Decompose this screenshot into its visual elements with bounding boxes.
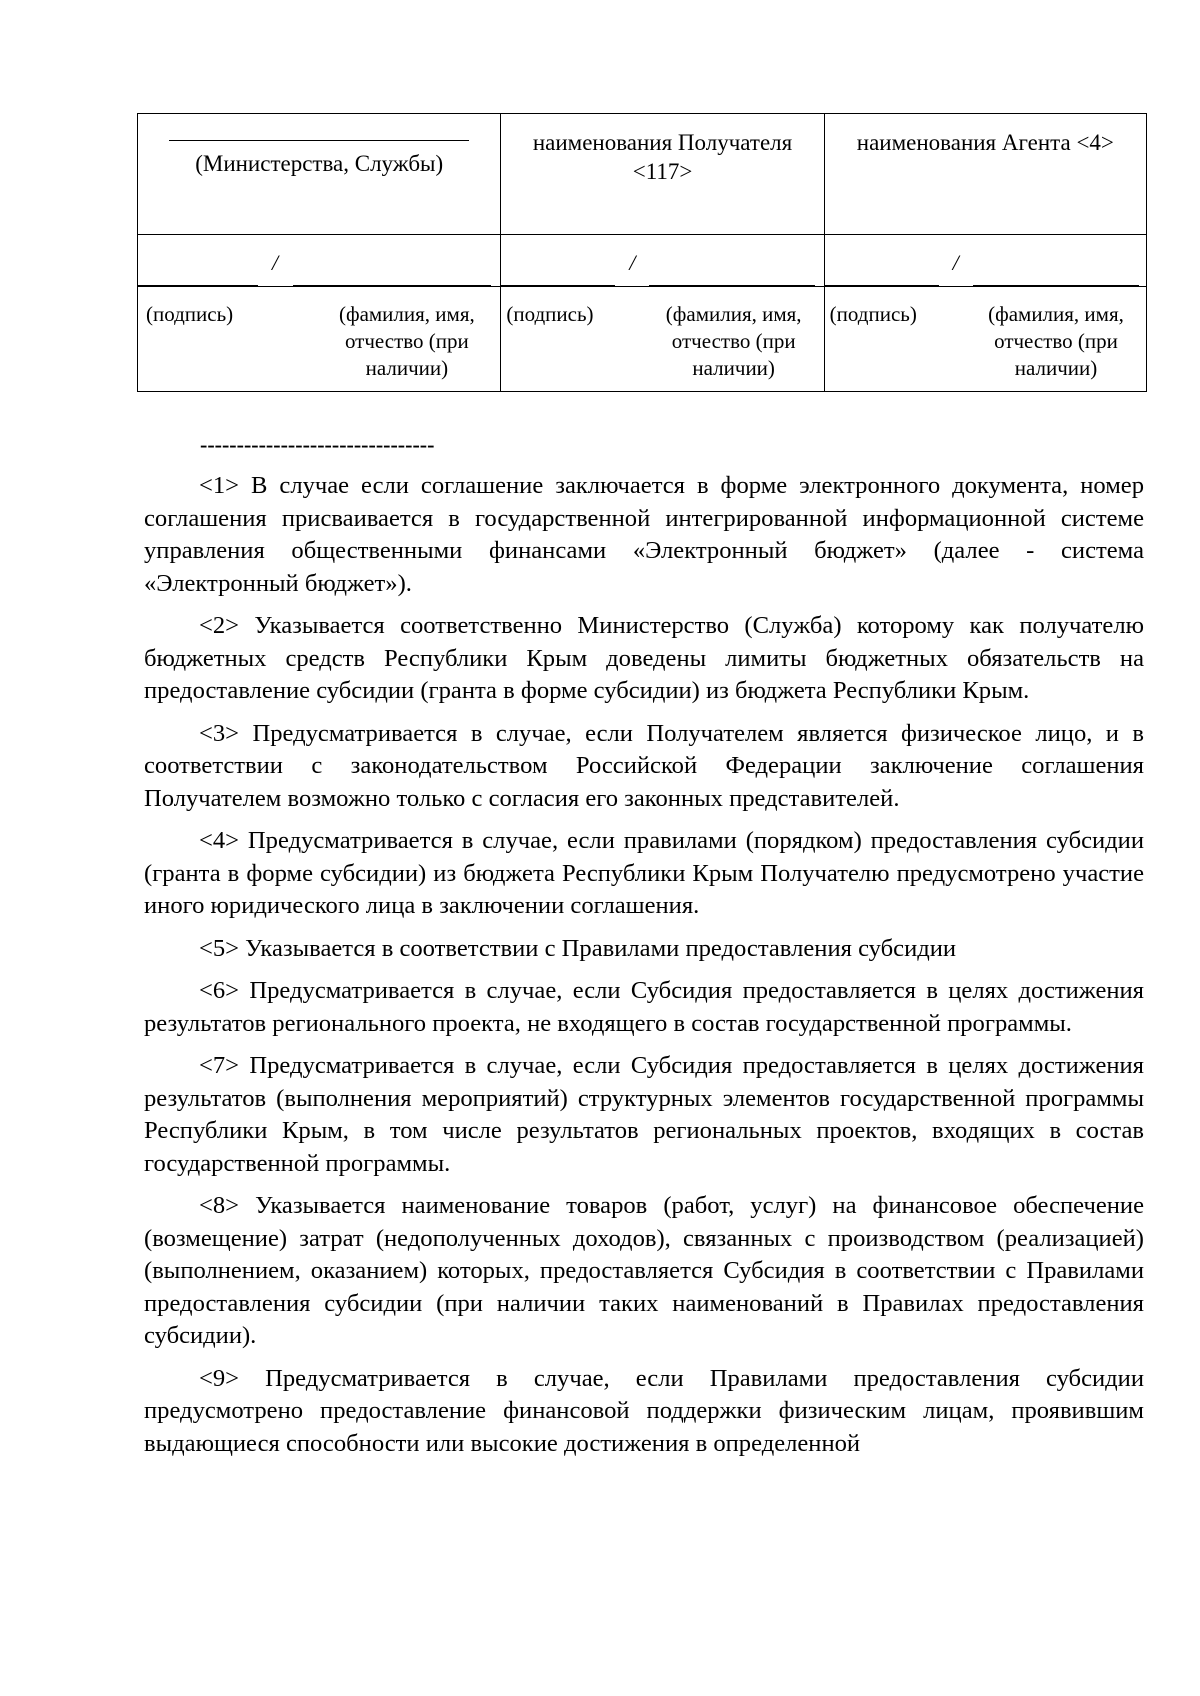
footnote-3: <3> Предусматривается в случае, если Получателем является физическое лицо, и в соответствии с законодательством Российской Федерации заключение соглашения Получателем возможно только с согласия его законных представителей.	[144, 719, 1144, 812]
ministry-signature-caption: (подпись)	[146, 302, 234, 326]
agent-head-label: наименования Агента <4>	[856, 130, 1114, 155]
agent-caption-cell	[824, 287, 1146, 392]
ministry-caption-cell	[138, 287, 501, 392]
footnote-separator: --------------------------------	[200, 432, 435, 457]
footnote-6: <6> Предусматривается в случае, если Субсидия предоставляется в целях достижения результатов регионального проекта, не входящего в состав государственной программы.	[144, 977, 1144, 1037]
agent-sign-cell	[824, 235, 1146, 287]
recipient-fio-caption: (фамилия, имя, отчество (при наличии)	[665, 302, 802, 380]
recipient-head-label: наименования Получателя <117>	[532, 130, 793, 184]
recipient-head-cell	[501, 114, 824, 235]
footnote-8: <8> Указывается наименование товаров (работ, услуг) на финансовое обеспечение (возмещение) затрат (недополученных доходов), связанных с производством (реализацией) (выполнением, оказанием) которых, предоставляется Субсидия в соответствии с Правилами предоставления субсидии (при наличии таких наименований в Правилах предоставления субсидии).	[144, 1192, 1144, 1349]
footnote-5: <5> Указывается в соответствии с Правилами предоставления субсидии	[199, 934, 957, 962]
footnote-2: <2> Указывается соответственно Министерство (Служба) которому как получателю бюджетных средств Республики Крым доведены лимиты бюджетных обязательств на предоставление субсидии (гранта в форме субсидии) из бюджета Республики Крым.	[144, 612, 1144, 704]
footnote-7: <7> Предусматривается в случае, если Субсидия предоставляется в целях достижения результатов (выполнения мероприятий) структурных элементов государственной программы Республики Крым, в том числе результатов региональных проектов, входящих в состав государственной программы.	[144, 1052, 1144, 1177]
ministry-fio-caption: (фамилия, имя, отчество (при наличии)	[338, 302, 475, 380]
recipient-caption-cell	[501, 287, 824, 392]
agent-slash: /	[952, 250, 959, 275]
ministry-head-cell	[138, 114, 501, 235]
signature-line-row	[138, 235, 1147, 287]
recipient-signature-caption: (подпись)	[506, 302, 594, 326]
signature-table-head-row	[138, 114, 1147, 235]
footnote-9: <9> Предусматривается в случае, если Правилами предоставления субсидии предусмотрено предоставление финансовой поддержки физическим лицам, проявившим выдающиеся способности или высокие достижения в определенной	[144, 1364, 1144, 1457]
footnotes-section	[144, 470, 1144, 1470]
agent-head-cell	[824, 114, 1146, 235]
ministry-head-label: (Министерства, Службы)	[195, 151, 444, 176]
agent-fio-caption: (фамилия, имя, отчество (при наличии)	[988, 302, 1124, 380]
ministry-sign-cell	[138, 235, 501, 287]
recipient-sign-cell	[501, 235, 824, 287]
signature-caption-row	[138, 287, 1147, 392]
signature-table	[137, 113, 1147, 392]
ministry-slash: /	[272, 250, 279, 275]
agent-signature-caption: (подпись)	[829, 302, 917, 326]
footnote-4: <4> Предусматривается в случае, если правилами (порядком) предоставления субсидии (гранта в форме субсидии) из бюджета Республики Крым Получателю предусмотрено участие иного юридического лица в заключении соглашения.	[144, 827, 1144, 919]
footnote-1: <1> В случае если соглашение заключается в форме электронного документа, номер соглашения присваивается в государственной интегрированной информационной системе управления общественными финансами «Электронный бюджет» (далее - система «Электронный бюджет»).	[144, 472, 1144, 597]
recipient-slash: /	[629, 250, 636, 275]
